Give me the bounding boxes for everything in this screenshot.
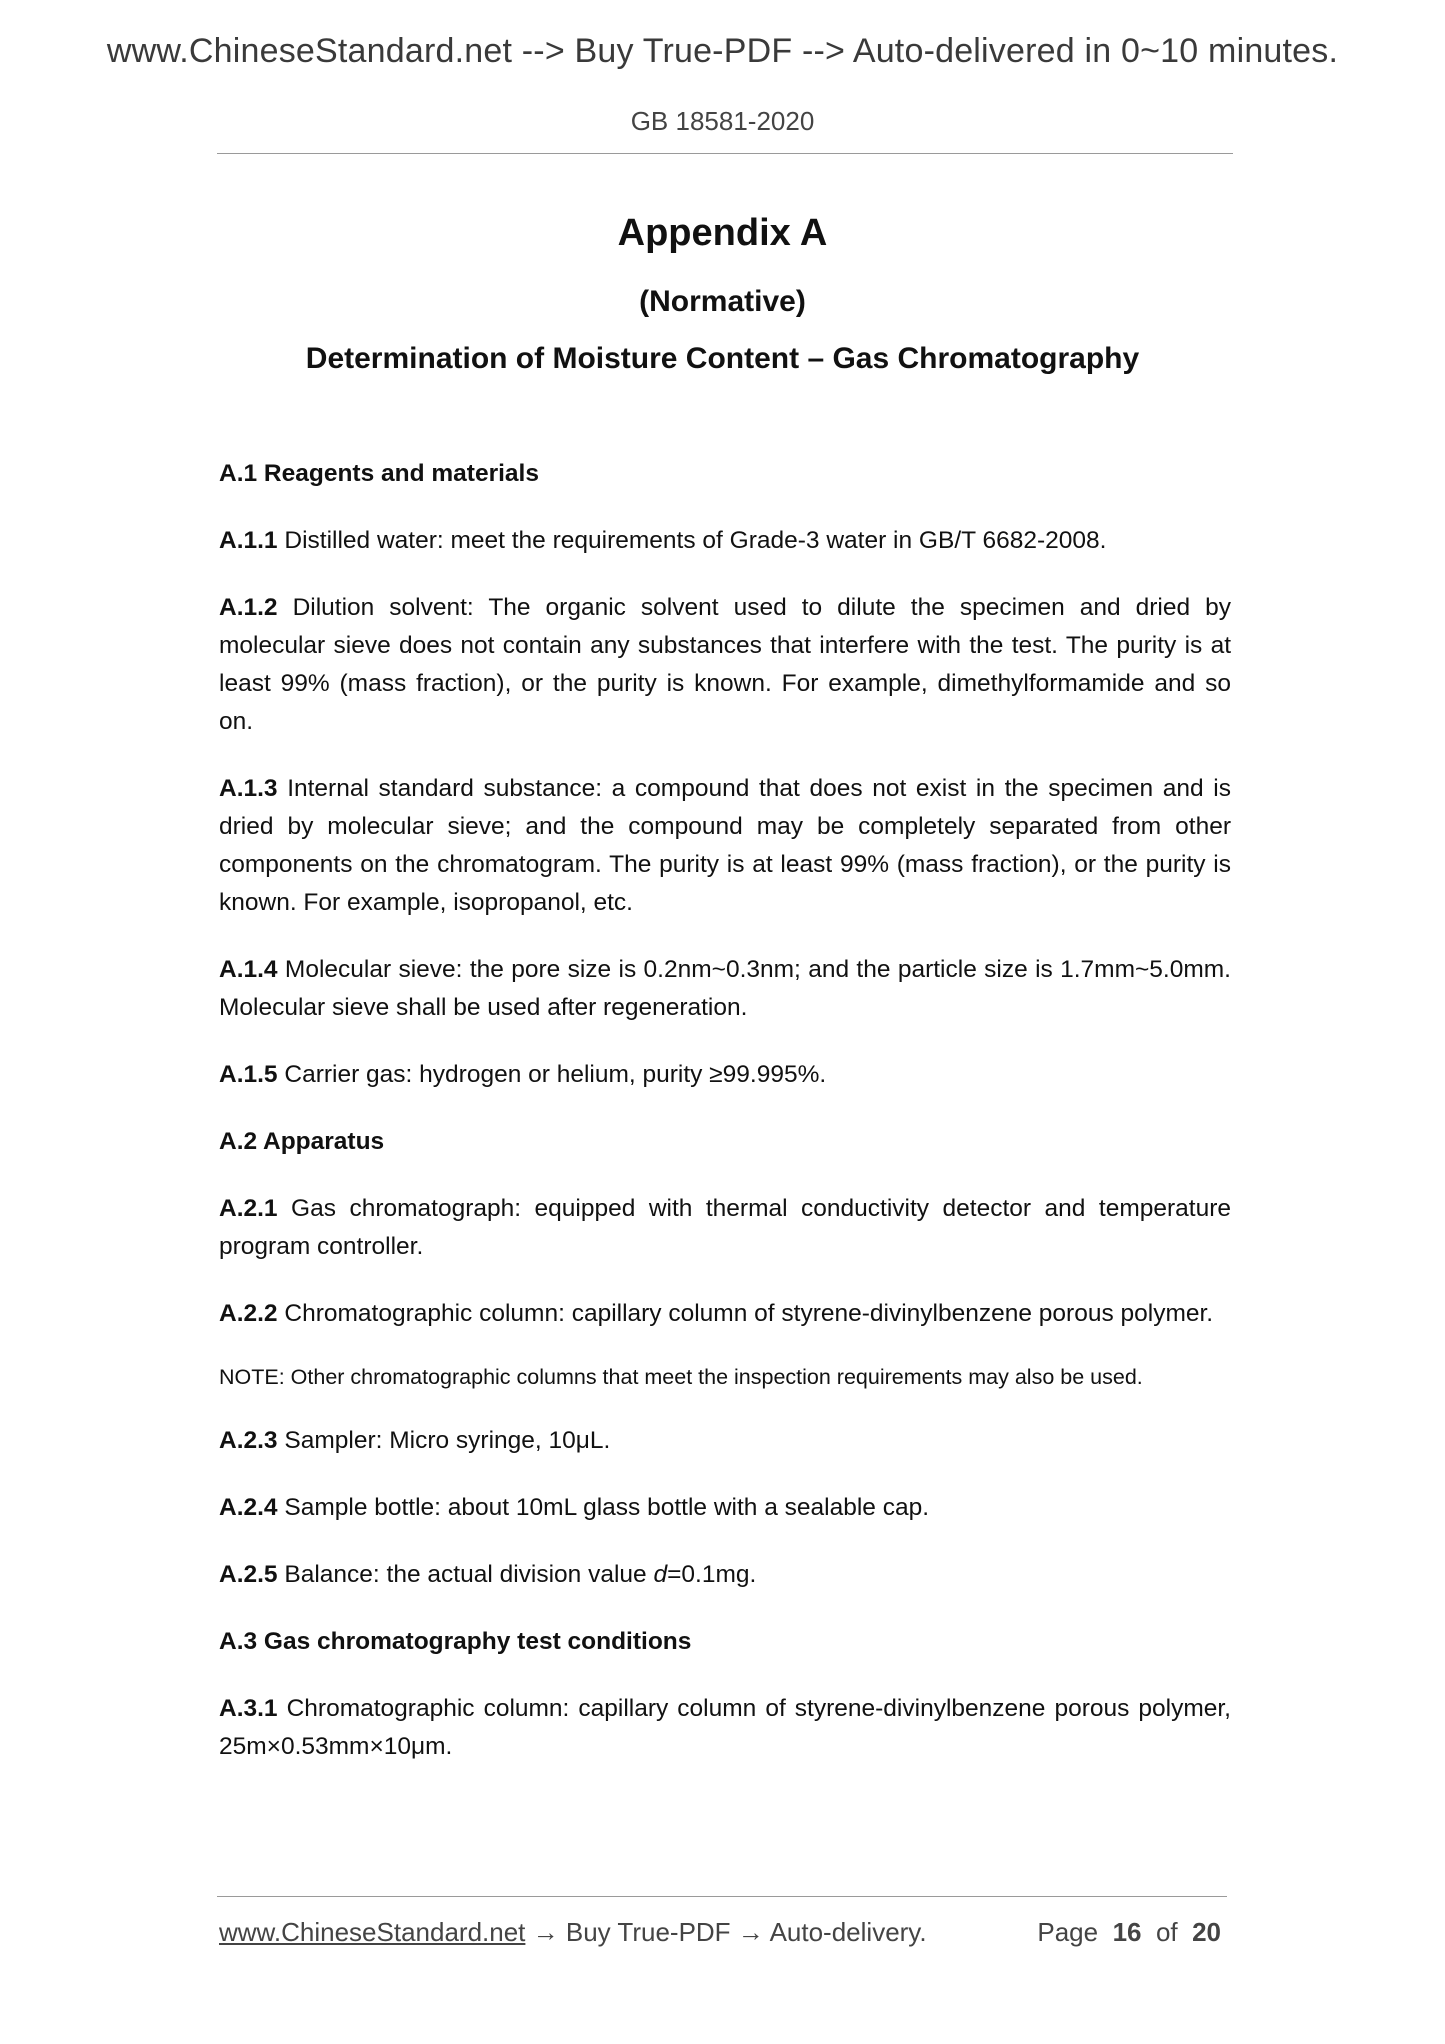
appendix-title: Appendix A [617,212,828,254]
section-heading-a1: A.1 Reagents and materials [219,460,539,487]
clause-a2-4 [219,1489,1231,1527]
clause-a1-5 [219,1056,1231,1094]
clause-text: Sampler: Micro syringe, 10μL. [277,1427,611,1454]
clause-a3-1 [219,1690,1231,1766]
page-label: Page [1037,1917,1099,1947]
footer-site-link[interactable]: www.ChineseStandard.net [219,1917,526,1947]
clause-a1-1 [219,522,1231,560]
clause-a2-5 [219,1556,1231,1594]
variable-d: d [653,1561,668,1588]
clause-number: A.1.5 [219,1061,278,1088]
clause-number: A.3.1 [219,1695,278,1722]
clause-text: Gas chromatograph: equipped with thermal conductivity detector and temperature program controller. [219,1195,1231,1260]
note-text: NOTE: Other chromatographic columns that meet the inspection requirements may also be used. [219,1365,1143,1389]
standard-code: GB 18581-2020 [630,106,815,136]
clause-text-tail: =0.1mg. [667,1561,757,1588]
clause-a2-3 [219,1422,1231,1460]
footer-left [219,1917,927,1948]
clause-number: A.1.3 [219,775,278,802]
clause-text: Molecular sieve: the pore size is 0.2nm~0.3nm; and the particle size is 1.7mm~5.0mm. Molecular sieve shall be used after regeneration. [219,956,1231,1021]
clause-text: Dilution solvent: The organic solvent used to dilute the specimen and dried by molecular sieve does not contain any substances that interfere with the test. The purity is at least 99% (mass fraction), or the purity is known. For example, dimethylformamide and so on. [219,594,1231,735]
clause-text: Internal standard substance: a compound that does not exist in the specimen and is dried by molecular sieve; and the compound may be completely separated from other components on the chromatogram. The purity is at least 99% (mass fraction), or the purity is known. For example, isopropanol, etc. [219,775,1231,916]
site-banner: www.ChineseStandard.net --> Buy True-PDF --> Auto-delivered in 0~10 minutes. [106,32,1339,70]
appendix-type: (Normative) [639,285,806,318]
document-body [219,455,1231,1766]
clause-text: Chromatographic column: capillary column of styrene-divinylbenzene porous polymer. [277,1300,1214,1327]
appendix-heading: Determination of Moisture Content – Gas Chromatography [305,342,1140,375]
clause-number: A.2.4 [219,1494,278,1521]
clause-number: A.1.4 [219,956,278,983]
clause-a2-1 [219,1190,1231,1266]
clause-text: Chromatographic column: capillary column of styrene-divinylbenzene porous polymer, 25m×0.53mm×10μm. [219,1695,1231,1760]
clause-number: A.1.2 [219,594,278,621]
clause-text: Balance: the actual division value [277,1561,654,1588]
section-heading-a3: A.3 Gas chromatography test conditions [219,1628,692,1655]
clause-a1-3 [219,770,1231,922]
clause-number: A.2.1 [219,1195,278,1222]
section-heading-a2: A.2 Apparatus [219,1128,385,1155]
footer-divider [217,1896,1227,1897]
clause-number: A.1.1 [219,527,278,554]
of-label: of [1155,1917,1178,1947]
footer-tagline: → Buy True-PDF → Auto-delivery. [525,1917,927,1947]
clause-number: A.2.3 [219,1427,278,1454]
clause-number: A.2.5 [219,1561,278,1588]
clause-a2-2 [219,1295,1231,1333]
clause-a1-4 [219,951,1231,1027]
page-indicator [1037,1917,1221,1948]
clause-number: A.2.2 [219,1300,278,1327]
clause-text: Sample bottle: about 10mL glass bottle with a sealable cap. [277,1494,930,1521]
current-page: 16 [1112,1917,1142,1947]
clause-text: Carrier gas: hydrogen or helium, purity ≥99.995%. [277,1061,827,1088]
clause-a1-2 [219,589,1231,741]
total-pages: 20 [1192,1917,1221,1947]
clause-text: Distilled water: meet the requirements of Grade-3 water in GB/T 6682-2008. [277,527,1107,554]
header-divider [217,153,1233,154]
